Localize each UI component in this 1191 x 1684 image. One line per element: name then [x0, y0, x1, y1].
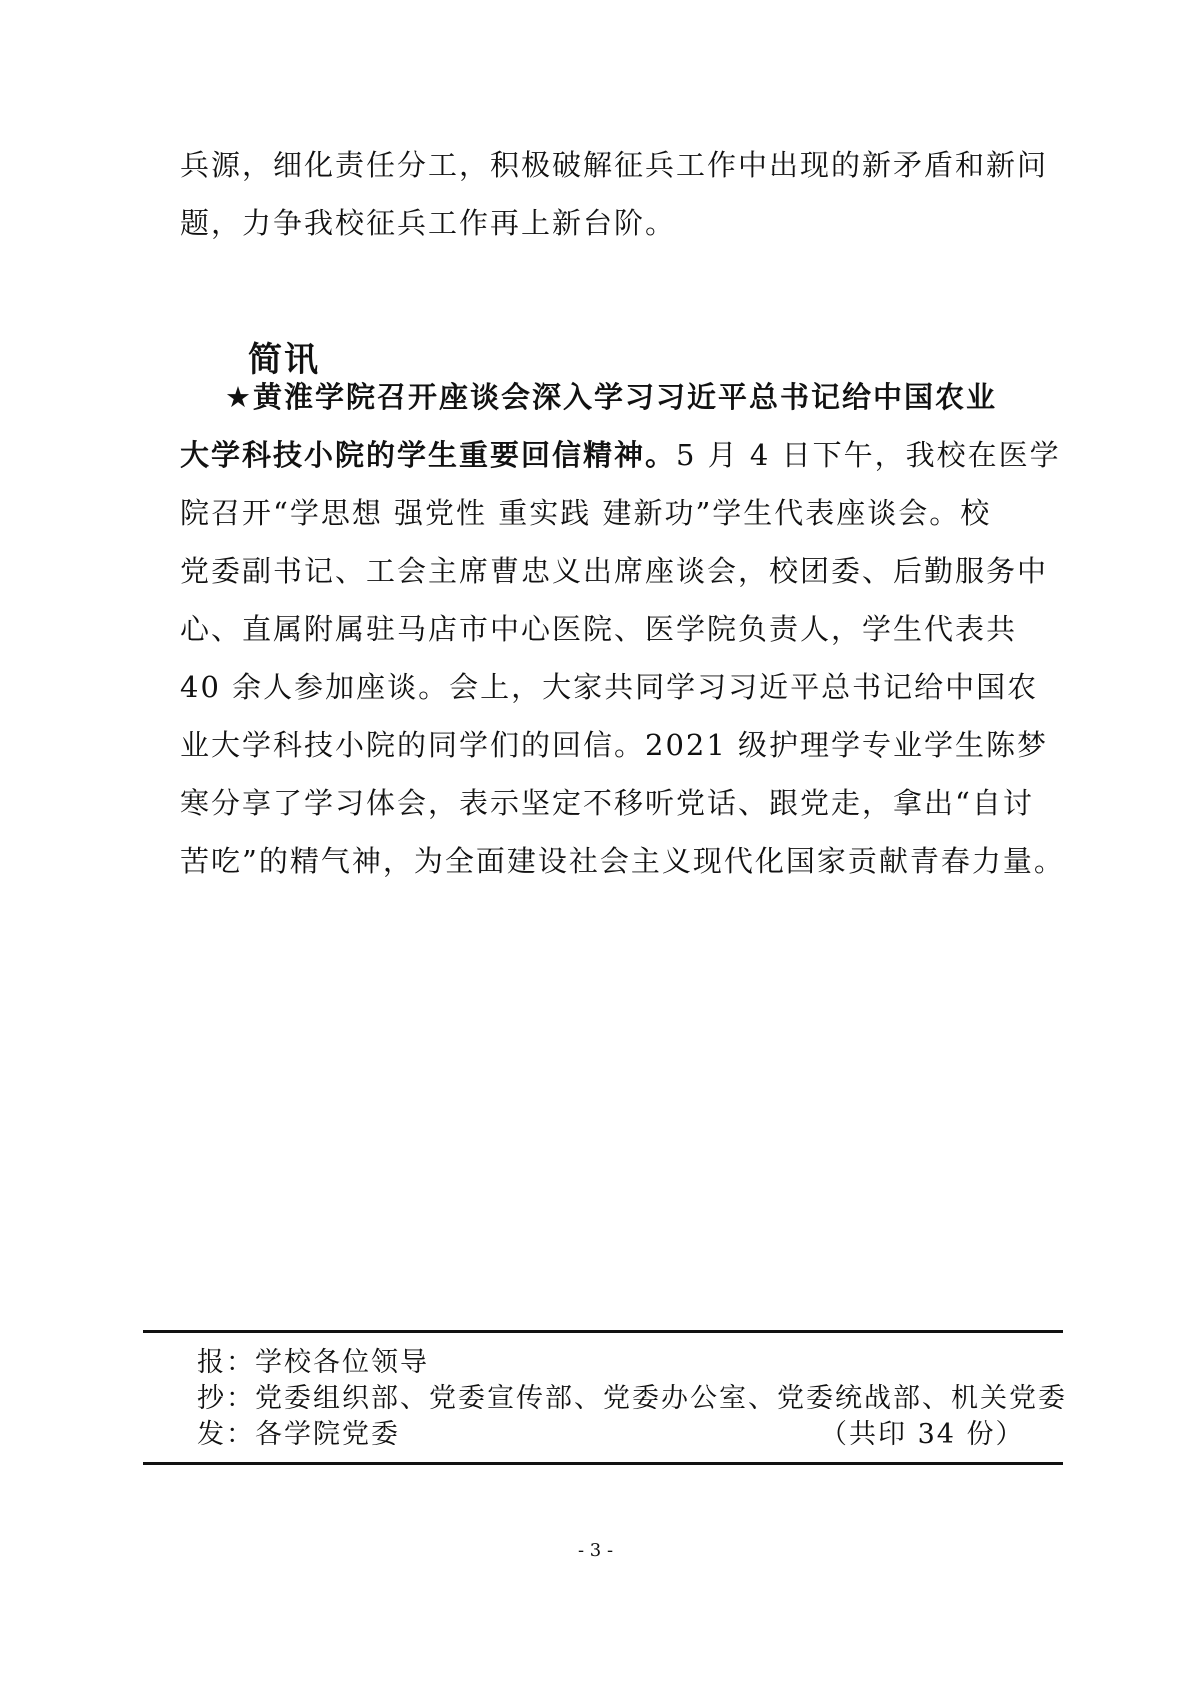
distribution-copies: （共印 34 份） — [820, 1419, 1025, 1450]
briefing-lead-line-2 — [180, 438, 1061, 472]
distribution-report: 报：学校各位领导 — [197, 1347, 429, 1378]
briefing-body-line-1: 院召开“学思想 强党性 重实践 建新功”学生代表座谈会。校 — [180, 496, 992, 530]
briefing-body-line-3: 心、直属附属驻马店市中心医院、医学院负责人，学生代表共 — [180, 612, 1018, 646]
briefing-lead-bold: 大学科技小院的学生重要回信精神。 — [180, 438, 677, 472]
distribution-send: 发：各学院党委 — [197, 1419, 400, 1450]
briefing-lead-rest: 5 月 4 日下午，我校在医学 — [676, 438, 1061, 472]
page-number: - 3 - — [577, 1540, 614, 1561]
distribution-copy: 抄：党委组织部、党委宣传部、党委办公室、党委统战部、机关党委 — [197, 1383, 1067, 1414]
briefing-body-line-4: 40 余人参加座谈。会上，大家共同学习习近平总书记给中国农 — [180, 670, 1039, 704]
briefing-body-line-2: 党委副书记、工会主席曹忠义出席座谈会，校团委、后勤服务中 — [180, 554, 1049, 588]
distribution-bottom-rule — [143, 1462, 1063, 1465]
briefing-body-line-6: 寒分享了学习体会，表示坚定不移听党话、跟党走，拿出“自讨 — [180, 786, 1034, 820]
intro-line-1: 兵源，细化责任分工，积极破解征兵工作中出现的新矛盾和新问 — [180, 148, 1049, 182]
distribution-top-rule — [143, 1330, 1063, 1333]
briefing-body-line-7: 苦吃”的精气神，为全面建设社会主义现代化国家贡献青春力量。 — [180, 844, 1065, 878]
intro-line-2: 题，力争我校征兵工作再上新台阶。 — [180, 206, 677, 240]
briefing-body-line-5: 业大学科技小院的同学们的回信。2021 级护理学专业学生陈梦 — [180, 728, 1049, 762]
briefing-lead-line-1: ★黄淮学院召开座谈会深入学习习近平总书记给中国农业 — [225, 380, 997, 414]
section-heading: 简讯 — [248, 340, 320, 380]
